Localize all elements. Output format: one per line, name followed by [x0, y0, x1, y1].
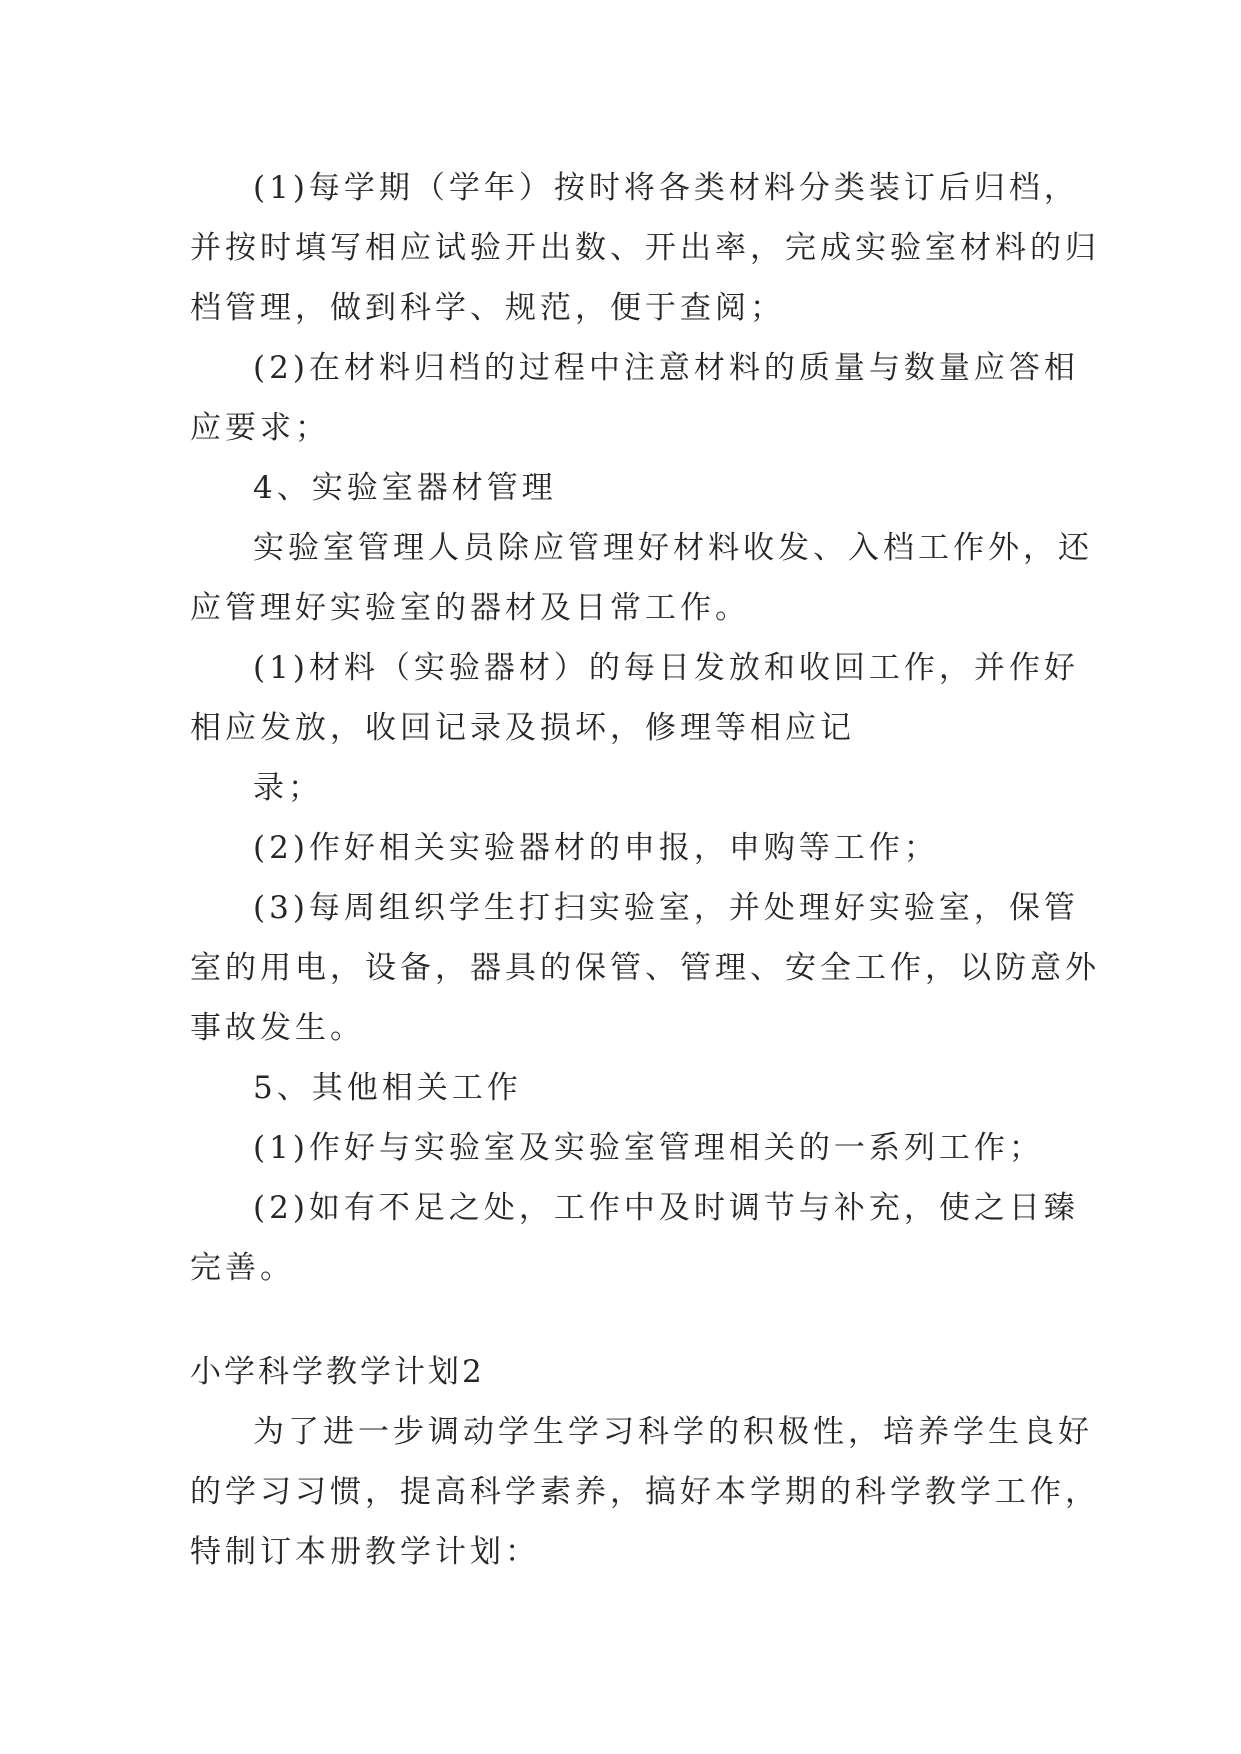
paragraph-line: 完善。	[190, 1250, 295, 1286]
paragraph-line: 应管理好实验室的器材及日常工作。	[190, 590, 750, 626]
paragraph-line: (2)作好相关实验器材的申报，申购等工作；	[253, 830, 939, 866]
paragraph-line: 档管理，做到科学、规范，便于查阅；	[190, 290, 785, 326]
paragraph-line: (1)作好与实验室及实验室管理相关的一系列工作；	[253, 1130, 1044, 1166]
paragraph-line: 室的用电，设备，器具的保管、管理、安全工作，以防意外	[190, 950, 1100, 986]
paragraph-line: (1)材料（实验器材）的每日发放和收回工作，并作好	[253, 650, 1079, 686]
paragraph-line: 特制订本册教学计划：	[190, 1534, 540, 1570]
section-heading: 4、实验室器材管理	[253, 470, 557, 506]
section-heading: 5、其他相关工作	[253, 1070, 522, 1106]
paragraph-line: (2)如有不足之处，工作中及时调节与补充，使之日臻	[253, 1190, 1079, 1226]
paragraph-line: (1)每学期（学年）按时将各类材料分类装订后归档，	[253, 170, 1079, 206]
paragraph-line: 应要求；	[190, 410, 330, 446]
document-title: 小学科学教学计划2	[190, 1354, 485, 1390]
paragraph-line: 录；	[253, 770, 323, 806]
paragraph-line: (2)在材料归档的过程中注意材料的质量与数量应答相	[253, 350, 1079, 386]
paragraph-line: (3)每周组织学生打扫实验室，并处理好实验室，保管	[253, 890, 1079, 926]
paragraph-line: 相应发放，收回记录及损坏，修理等相应记	[190, 710, 855, 746]
paragraph-line: 事故发生。	[190, 1010, 365, 1046]
paragraph-line: 的学习习惯，提高科学素养，搞好本学期的科学教学工作，	[190, 1474, 1100, 1510]
paragraph-line: 实验室管理人员除应管理好材料收发、入档工作外，还	[253, 530, 1093, 566]
paragraph-line: 为了进一步调动学生学习科学的积极性，培养学生良好	[253, 1414, 1093, 1450]
paragraph-line: 并按时填写相应试验开出数、开出率，完成实验室材料的归	[190, 230, 1100, 266]
